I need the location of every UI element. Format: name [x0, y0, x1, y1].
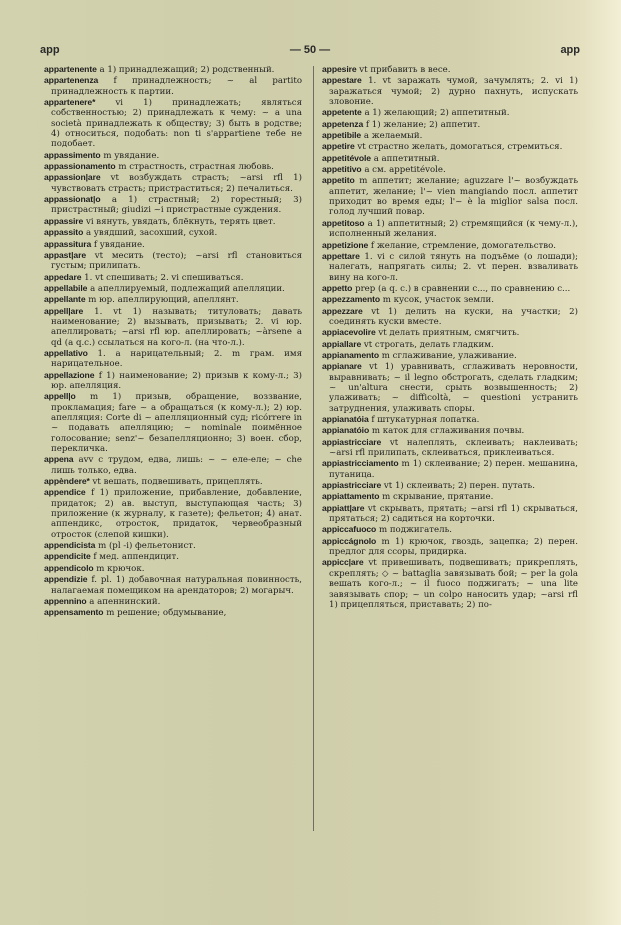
- dictionary-entry: [44, 391, 302, 454]
- headword: appassitura: [44, 238, 92, 249]
- left-guide-word: app: [40, 44, 60, 56]
- dictionary-entry: [44, 97, 302, 150]
- dictionary-entry: [44, 172, 302, 194]
- headword: appianamento: [322, 349, 380, 360]
- headword: appiccágnolo: [322, 535, 377, 546]
- definition: 1. vt заражать чумой, зачумлять; 2. vi 1) заражаться чумой; 2) дурно пахнуть, испускать зловоние.: [329, 76, 579, 108]
- definition: a желаемый.: [363, 131, 423, 142]
- dictionary-entry: [322, 557, 578, 610]
- definition: m сглаживание, улаживание.: [381, 350, 517, 361]
- dictionary-entry: [44, 574, 302, 596]
- dictionary-entry: [322, 350, 578, 361]
- headword: appassito: [44, 227, 84, 238]
- dictionary-entry: [44, 216, 302, 227]
- dictionary-entry: [322, 503, 578, 525]
- dictionary-entry: [322, 361, 578, 414]
- headword: appendicista: [44, 540, 96, 551]
- definition: vi вянуть, увядать, блёкнуть, терять цвет.: [85, 216, 276, 227]
- headword: appendicolo: [44, 562, 94, 573]
- dictionary-entry: [322, 327, 578, 338]
- dictionary-entry: [322, 283, 578, 294]
- definition: m скрывание, прятание.: [382, 492, 494, 503]
- dictionary-entry: [44, 348, 302, 370]
- definition: m (pl -i) фельетонист.: [98, 541, 196, 552]
- headword: appassionamento: [44, 161, 116, 172]
- dictionary-entry: [322, 458, 578, 480]
- headword: appettare: [322, 250, 360, 261]
- definition: vt 1) делить на куски, на участки; 2) соединять куски вместе.: [329, 306, 579, 327]
- headword: appartenente: [44, 64, 97, 74]
- headword: appellativo: [44, 347, 88, 358]
- dictionary-entry: [322, 141, 578, 152]
- definition: m 1) крючок, гвоздь, зацепка; 2) перен. предлог для ссоры, придирка.: [329, 536, 578, 558]
- definition: a 1) принадлежащий; 2) родственный.: [99, 65, 275, 75]
- definition: 1. vt 1) называть; титуловать; давать наименование; 2) вызывать, призывать; 2. vi юр. апеллировать; ~arsi rfl юр. апеллировать; ~àrsene a qd (a q.c.) ссылаться на кого-л. (на что-л.).: [51, 306, 303, 348]
- headword: appianare: [322, 361, 362, 372]
- dictionary-entry: [44, 476, 302, 487]
- headword: appetitévole: [322, 152, 371, 163]
- dictionary-entry: [322, 218, 578, 240]
- definition: vt строгать, делать гладким.: [363, 339, 494, 350]
- definition: vt прибавить в весе.: [359, 65, 451, 75]
- dictionary-entry: [322, 251, 578, 283]
- dictionary-entry: [322, 64, 578, 75]
- headword: appensamento: [44, 607, 104, 618]
- headword: appell|o: [44, 391, 76, 402]
- definition: vt делать приятным, смягчить.: [378, 328, 520, 339]
- definition: vt вешать, подвешивать, прицеплять.: [92, 477, 263, 488]
- left-column: [44, 64, 302, 619]
- dictionary-entry: [44, 272, 302, 283]
- definition: prep (a q. c.) в сравнении с..., по сравнению с...: [355, 283, 571, 294]
- headword: appicc|are: [322, 557, 364, 568]
- definition: m юр. апеллирующий, апеллянт.: [88, 295, 239, 306]
- dictionary-entry: [322, 437, 578, 459]
- headword: appassire: [44, 215, 84, 226]
- definition: m кусок, участок земли.: [382, 295, 494, 306]
- headword: appellabile: [44, 282, 88, 293]
- dictionary-entry: [44, 150, 302, 161]
- dictionary-entry: [44, 370, 302, 392]
- headword: appiacevolire: [322, 327, 376, 338]
- column-divider: [313, 66, 314, 831]
- definition: f 1) приложение, прибавление, добавление, придаток; 2) ав. выступ, выступающая часть; 3) приложение (к журналу, к газете); фельетон; 4) анат. аппендикс, отросток, придаток, червеобразный отросток (слепой кишки).: [51, 488, 302, 540]
- headword: appassionat|o: [44, 194, 101, 205]
- definition: f желание, стремление, домогательство.: [370, 240, 557, 251]
- definition: vt налеплять, склеивать; наклеивать; ~arsi rfl прилипать, склеиваться, приклеиваться.: [329, 437, 578, 459]
- headword: appetto: [322, 282, 353, 293]
- dictionary-entry: [44, 596, 302, 607]
- headword: appèndere*: [44, 476, 90, 487]
- dictionary-entry: [44, 487, 302, 540]
- dictionary-entry: [44, 551, 302, 562]
- definition: 1. vt спешивать; 2. vi спешиваться.: [84, 272, 244, 283]
- headword: appetente: [322, 107, 362, 118]
- headword: appetito: [322, 175, 355, 186]
- headword: appiattamento: [322, 491, 380, 502]
- definition: a апеллируемый, подлежащий апелляции.: [90, 283, 285, 294]
- dictionary-entry: [322, 480, 578, 491]
- dictionary-entry: [322, 491, 578, 502]
- headword: appendice: [44, 487, 86, 498]
- headword: appetizione: [322, 239, 369, 250]
- dictionary-entry: [44, 239, 302, 250]
- headword: appiccafuoco: [322, 524, 377, 535]
- definition: m крючок.: [96, 563, 145, 574]
- headword: appiatt|are: [322, 502, 365, 513]
- headword: appiastricciamento: [322, 458, 399, 469]
- dictionary-entry: [322, 306, 578, 328]
- headword: appiastricciare: [322, 480, 382, 491]
- definition: vt возбуждать страсть; ~arsi rfl 1) чувствовать страсть; пристраститься; 2) печалиться.: [51, 173, 303, 194]
- definition: f. pl. 1) добавочная натуральная повинность, налагаемая помещиком на арендаторов; 2) могарыч.: [51, 575, 302, 596]
- headword: appetire: [322, 141, 355, 152]
- dictionary-entry: [322, 130, 578, 141]
- definition: a увядший, засохший, сухой.: [85, 228, 218, 239]
- headword: appassion|are: [44, 172, 101, 183]
- headword: appetibile: [322, 130, 362, 141]
- headword: appestare: [322, 75, 362, 86]
- dictionary-entry: [44, 294, 302, 305]
- definition: vt привешивать, подвешивать; прикреплять, скреплять; ◇ ~ battaglia завязывать бой; ~ per la gola вешать кого-л.; ~ il fuoco поджигать; ~ una lite завязывать спор; ~ un colpo наносить удар; ~arsi rfl 1) прицепляться, приставать; 2) по-: [329, 558, 578, 610]
- headword: appetenza: [322, 118, 364, 129]
- headword: appartenenza: [44, 75, 99, 86]
- definition: 1. vi с силой тянуть на подъёме (о лошади); налегать, напрягать силы; 2. vt перен. взваливать вину на кого-л.: [329, 251, 579, 283]
- headword: appell|are: [44, 305, 84, 316]
- definition: vt скрывать, прятать; ~arsi rfl 1) скрываться, прятаться; 2) садиться на корточки.: [329, 503, 579, 525]
- dictionary-entry: [322, 240, 578, 251]
- definition: m 1) призыв, обращение, воззвание, прокламация; fare ~ a обращаться (к кому-л.); 2) юр. апелляция: Corte di ~ апелляционный суд; ricórrere in ~ подавать апелляцию; ~ nominale поимённое голосование; senz'~ безапелляционно; 3) воен. сбор, перекличка.: [51, 392, 302, 455]
- dictionary-entry: [44, 227, 302, 238]
- dictionary-entry: [322, 294, 578, 305]
- headword: appiastricciare: [322, 436, 382, 447]
- dictionary-entry: [322, 107, 578, 118]
- headword: appassimento: [44, 149, 101, 160]
- definition: f штукатурная лопатка.: [371, 415, 480, 425]
- dictionary-entry: [322, 164, 578, 175]
- definition: f 1) желание; 2) аппетит.: [365, 119, 481, 130]
- headword: appesire: [322, 64, 357, 74]
- headword: appiallare: [322, 338, 362, 349]
- dictionary-entry: [322, 75, 578, 107]
- page-header: [40, 44, 580, 58]
- definition: m решение; обдумывание,: [106, 608, 227, 619]
- headword: appetitivo: [322, 164, 362, 175]
- dictionary-entry: [322, 414, 578, 425]
- definition: m аппетит; желание; aguzzare l'~ возбуждать аппетит, желание; l'~ vien mangiando посл. аппетит приходит во время еды; l'~ è la miglior salsa посл. голод лучший повар.: [329, 176, 578, 218]
- dictionary-entry: [44, 75, 302, 97]
- definition: f мед. аппендицит.: [93, 552, 179, 563]
- definition: f 1) наименование; 2) призыв к кому-л.; 3) юр. апелляция.: [51, 370, 302, 391]
- definition: a см. appetitévole.: [364, 165, 446, 176]
- dictionary-entry: [44, 283, 302, 294]
- headword: appezzare: [322, 305, 363, 316]
- dictionary-entry: [44, 306, 302, 348]
- headword: appezzamento: [322, 294, 381, 305]
- definition: m поджигатель.: [378, 525, 452, 536]
- headword: appartenere*: [44, 97, 96, 108]
- definition: f принадлежность; ~ al partito принадлежность к партии.: [51, 76, 302, 97]
- definition: a 1) аппетитный; 2) стремящийся (к чему-л.), исполненный желания.: [329, 218, 578, 240]
- headword: appena: [44, 454, 74, 465]
- definition: m 1) склеивание; 2) перен. мешанина, путаница.: [329, 459, 578, 480]
- definition: m увядание.: [103, 150, 160, 161]
- dictionary-entry: [44, 454, 302, 476]
- headword: appendizie: [44, 574, 88, 585]
- definition: vi 1) принадлежать; являться собственностью; 2) принадлежать к чему: ~ a una società принадлежать к обществу; 3) быть в родстве; 4) относиться, подобать: non ti s'appartiene тебе не подобает.: [51, 98, 302, 150]
- dictionary-entry: [322, 425, 578, 436]
- right-column: [322, 64, 578, 610]
- dictionary-entry: [44, 64, 302, 75]
- definition: 1. a нарицательный; 2. m грам. имя нарицательное.: [51, 348, 302, 370]
- dictionary-entry: [44, 607, 302, 618]
- headword: appianatóio: [322, 425, 370, 436]
- dictionary-entry: [44, 250, 302, 272]
- definition: a 1) страстный; 2) горестный; 3) пристрастный; giudizi ~i пристрастные суждения.: [51, 195, 302, 216]
- definition: vt 1) склеивать; 2) перен. путать.: [383, 481, 535, 492]
- definition: avv с трудом, едва, лишь: ~ ~ еле-еле; ~ che лишь только, едва.: [51, 455, 303, 476]
- dictionary-entry: [44, 540, 302, 551]
- definition: f увядание.: [93, 239, 145, 250]
- dictionary-entry: [322, 153, 578, 164]
- definition: vt страстно желать, домогаться, стремиться.: [357, 142, 563, 153]
- definition: m каток для сглаживания почвы.: [371, 426, 525, 437]
- dictionary-entry: [322, 119, 578, 130]
- dictionary-entry: [44, 194, 302, 216]
- definition: a аппетитный.: [373, 153, 440, 164]
- dictionary-entry: [322, 175, 578, 217]
- dictionary-entry: [322, 339, 578, 350]
- dictionary-entry: [44, 563, 302, 574]
- headword: appast|are: [44, 249, 87, 260]
- headword: appendicite: [44, 551, 91, 562]
- definition: a 1) желающий; 2) аппетитный.: [364, 108, 510, 119]
- right-guide-word: app: [560, 44, 580, 56]
- headword: appellante: [44, 294, 86, 305]
- dictionary-entry: [322, 536, 578, 558]
- headword: appetitoso: [322, 217, 365, 228]
- headword: appennino: [44, 595, 87, 606]
- headword: appedare: [44, 271, 82, 282]
- definition: a апеннинский.: [89, 596, 161, 607]
- definition: m страстность, страстная любовь.: [118, 162, 274, 173]
- dictionary-entry: [322, 524, 578, 535]
- page-number: — 50 —: [289, 44, 331, 56]
- headword: appellazione: [44, 369, 95, 380]
- definition: vt месить (тесто); ~arsi rfl становиться густым; прилипать.: [51, 250, 302, 272]
- definition: vt 1) уравнивать, сглаживать неровности, выравнивать; ~ il legno обстрогать, сделать гладким; ~ un'altura снести, срыть возвышенность; 2) улаживать; ~ difficoltà, ~ questioni устранить затруднения, улаживать споры.: [329, 362, 579, 414]
- dictionary-entry: [44, 161, 302, 172]
- headword: appianatóia: [322, 414, 369, 424]
